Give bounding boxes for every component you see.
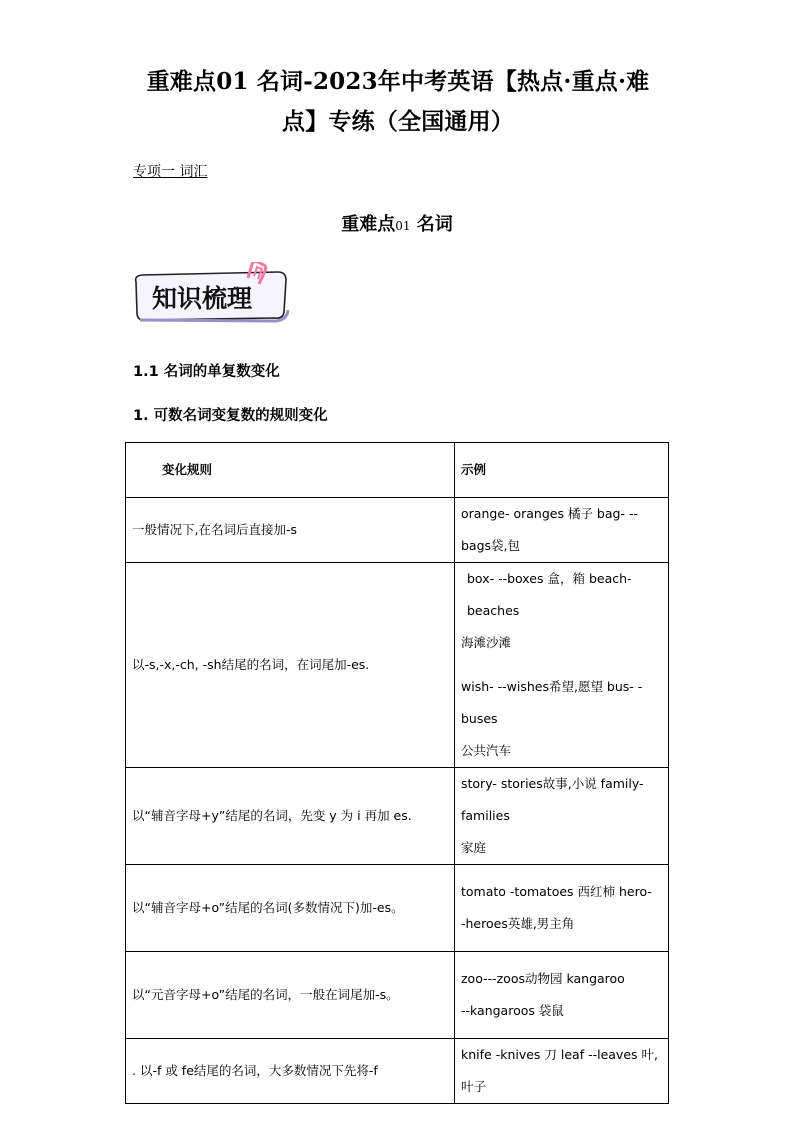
rule-cell: 一般情况下,在名词后直接加-s	[126, 498, 455, 563]
example-line: 家庭	[461, 840, 487, 855]
table-row	[126, 865, 669, 952]
example-line: 公共汽车	[461, 743, 512, 758]
table-row	[126, 768, 669, 865]
example-cell	[455, 1039, 669, 1104]
example-line: knife -knives 刀 leaf --leaves 叶,叶子	[461, 1047, 658, 1094]
knowledge-banner	[130, 262, 290, 324]
example-cell	[455, 563, 669, 768]
example-line: orange- oranges 橘子 bag- --bags袋,包	[461, 506, 638, 553]
example-cell	[455, 952, 669, 1039]
table-row	[126, 952, 669, 1039]
rule-cell: 以“辅音字母+o”结尾的名词(多数情况下)加-es。	[126, 865, 455, 952]
table-row	[126, 498, 669, 563]
rule-cell: 以“元音字母+o”结尾的名词，一般在词尾加-s。	[126, 952, 455, 1039]
section-link[interactable]: 专项一 词汇	[133, 164, 208, 180]
table-row	[126, 563, 669, 768]
rule-cell: 以“辅音字母+y”结尾的名词，先变 y 为 i 再加 es.	[126, 768, 455, 865]
example-cell	[455, 865, 669, 952]
example-line: tomato -tomatoes 西红柿 hero-	[461, 884, 652, 899]
example-line: story- stories故事,小说 family-families	[461, 776, 644, 823]
example-line: 海滩沙滩	[461, 635, 512, 650]
heading-singular-plural: 1.1 名词的单复数变化	[133, 364, 280, 380]
title-line-1: 重难点01 名词-2023年中考英语【热点·重点·难	[146, 68, 650, 95]
header-example: 示例	[455, 443, 669, 498]
title-line-2: 点】专练（全国通用）	[282, 108, 514, 135]
document-title	[128, 62, 668, 142]
example-line: box- --boxes 盒，箱 beach- beaches	[467, 571, 632, 618]
example-cell	[455, 768, 669, 865]
example-line: -heroes英雄,男主角	[461, 916, 575, 931]
subtitle-number: 01	[395, 219, 411, 233]
example-line: --kangaroos 袋鼠	[461, 1003, 564, 1018]
rule-cell: . 以-f 或 fe结尾的名词，大多数情况下先将-f	[126, 1039, 455, 1104]
example-cell	[455, 498, 669, 563]
heading-regular-plural: 1. 可数名词变复数的规则变化	[133, 408, 328, 424]
subtitle-suffix: 名词	[416, 214, 453, 235]
subtitle-prefix: 重难点	[341, 214, 396, 235]
example-line: zoo---zoos动物园 kangaroo	[461, 971, 625, 986]
rule-cell: 以-s,-x,-ch, -sh结尾的名词，在词尾加-es.	[126, 563, 455, 768]
header-rule: 变化规则	[126, 443, 455, 498]
table-row	[126, 1039, 669, 1104]
table-header-row	[126, 443, 669, 498]
section-subtitle	[0, 210, 794, 236]
plural-rules-table	[125, 442, 669, 1104]
example-line: wish- --wishes希望,愿望 bus- -buses	[461, 679, 643, 726]
banner-text: 知识梳理	[152, 284, 253, 313]
